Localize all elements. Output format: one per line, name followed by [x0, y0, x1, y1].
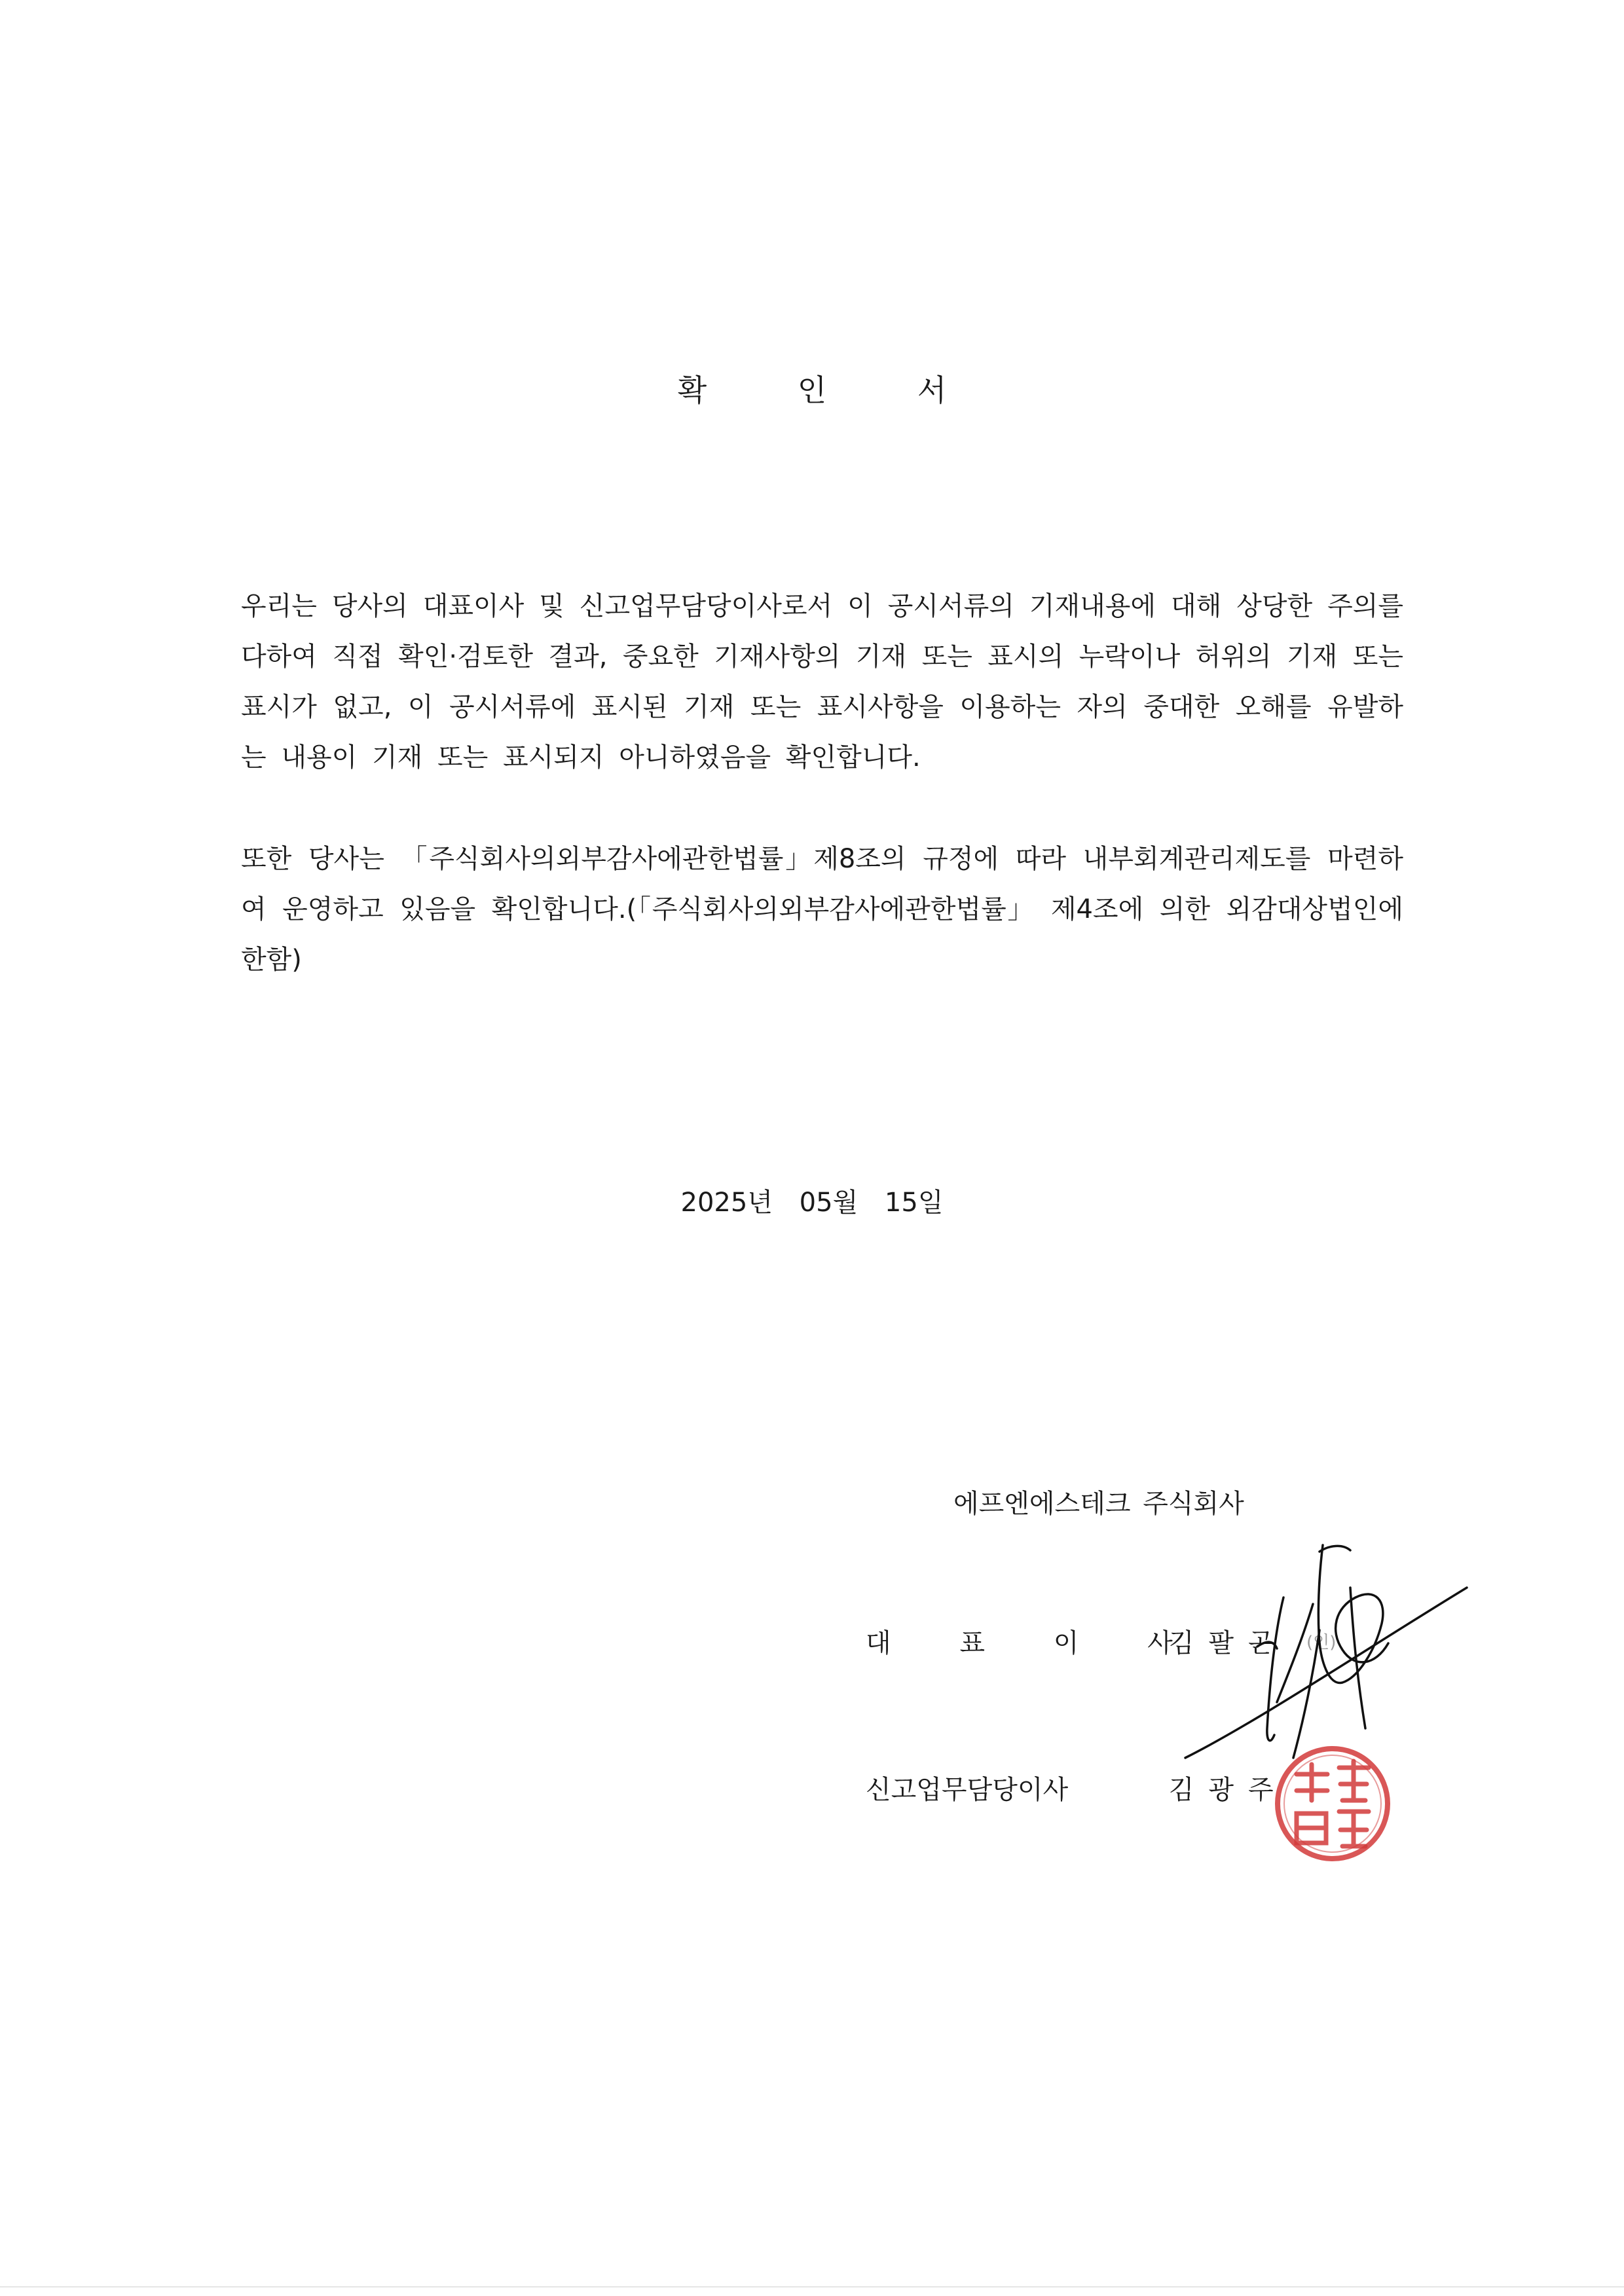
document-date: 2025년 05월 15일: [680, 1188, 944, 1218]
confirmation-paragraph: 우리는 당사의 대표이사 및 신고업무담당이사로서 이 공시서류의 기재내용에 대해 상당한 주의를 다하여 직접 확인·검토한 결과, 중요한 기재사항의 기재 또는 표시의 누락이나 허위의 기재 또는 표시가 없고, 이 공시서류에 표시된 기재 또는 표시사항을 이용하는 자의 중대한 오해를 유발하는 내용이 기재 또는 표시되지 아니하였음을 확인합니다.: [241, 591, 1403, 773]
disclosure-officer-name: 김광주: [1168, 1775, 1288, 1805]
company-name: 에프엔에스테크 주식회사: [953, 1489, 1244, 1519]
official-seal-stamp: [1267, 1738, 1398, 1869]
disclosure-officer-signature-row: [866, 1769, 1288, 1806]
seal-mark-label: (인): [1306, 1633, 1337, 1652]
ceo-handwritten-signature: [1179, 1525, 1480, 1774]
scan-edge-line: [0, 2286, 1624, 2287]
disclosure-officer-role-label: 신고업무담당이사: [866, 1775, 1069, 1805]
ceo-name: 김팔곤: [1168, 1628, 1288, 1658]
document-title: 확 인 서: [677, 373, 987, 408]
ceo-role-label: 대 표 이 사: [866, 1628, 1203, 1658]
internal-control-paragraph: 또한 당사는 「주식회사의외부감사에관한법률」제8조의 규정에 따라 내부회계관리제도를 마련하여 운영하고 있음을 확인합니다.(「주식회사의외부감사에관한법률」 제4조에 의한 외감대상법인에 한함): [241, 844, 1403, 975]
